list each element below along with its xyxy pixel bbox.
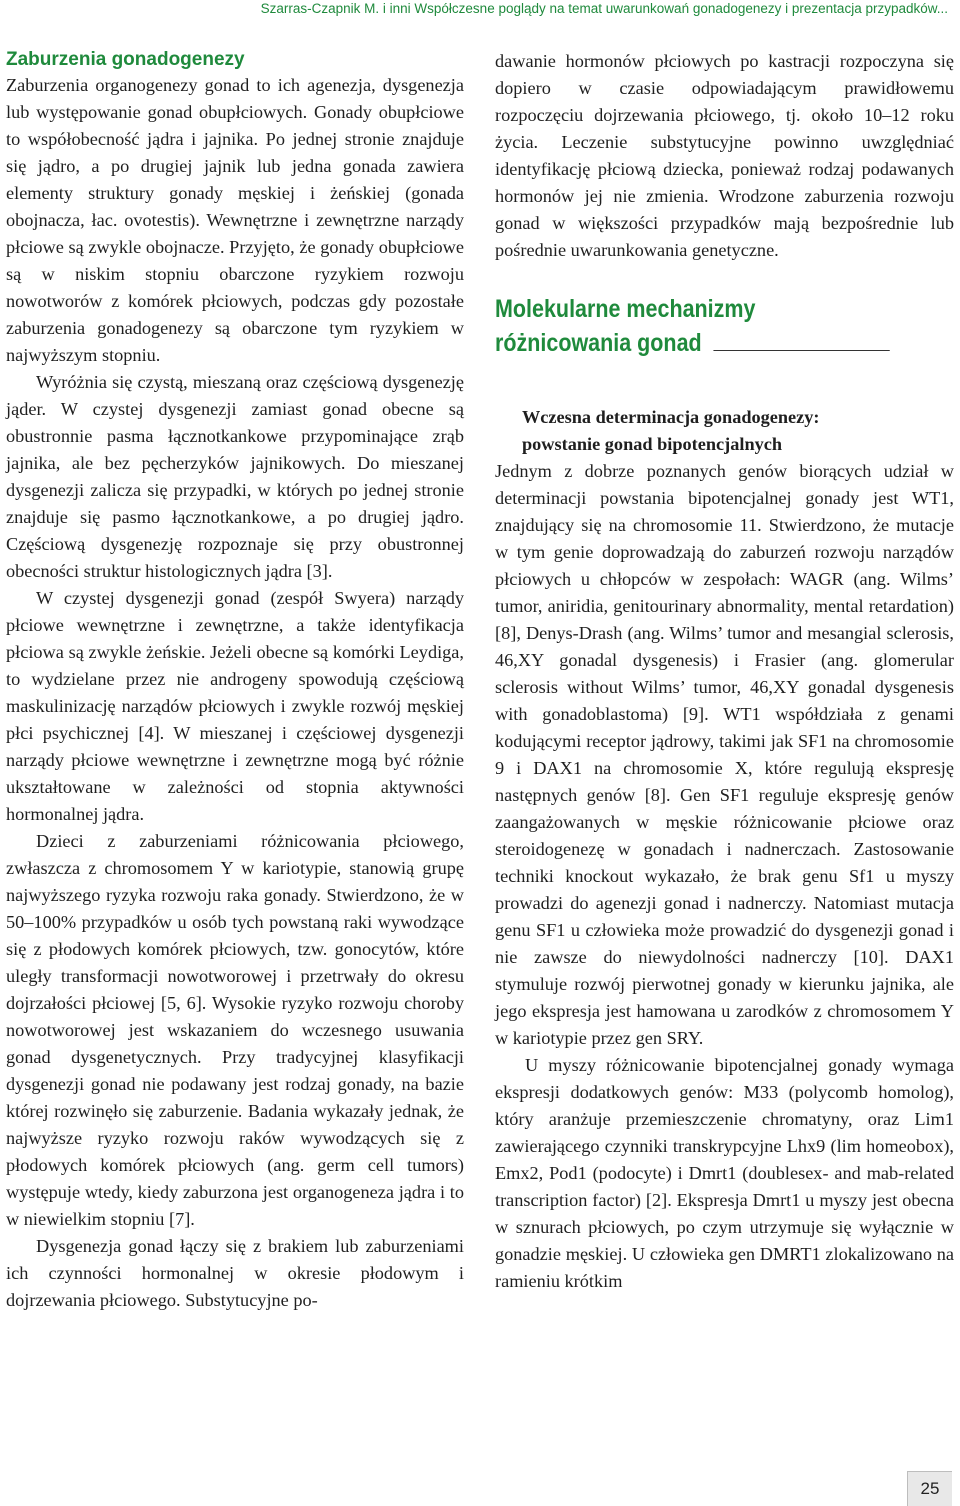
section-title-line-2-wrap: [495, 326, 890, 360]
left-paragraph-5: Dysgenezja gonad łączy się z brakiem lub zaburzeniami ich czynności hormonalnej w okresie płodowym i dojrzewania płciowego. Substytucyjne po-: [6, 1236, 464, 1310]
left-paragraph-1: Zaburzenia organogenezy gonad to ich agenezja, dysgenezja lub występowanie gonad obupłciowych. Gonady obupłciowe to współobecność jądra i jajnika. Po jednej stronie znajduje się jądro, a po drugiej jajnik lub jedna gonada zawiera elementy struktury gonady męskiej i żeńskiej (gonada obojnacza, łac. ovotestis). Wewnętrzne i zewnętrzne narządy płciowe są zwykle obojnacze. Przyjęto, że gonady obupłciowe są w niskim stopniu obarczone ryzykiem rozwoju nowotworów z komórek płciowych, podczas gdy pozostałe zaburzenia gonadogenezy są obarczone tym ryzykiem w najwyższym stopniu.: [6, 75, 464, 365]
right-paragraph-2: U myszy różnicowanie bipotencjalnej gonady wymaga ekspresji dodatkowych genów: M33 (polycomb homolog), który aranżuje przemieszczenie chromatyny, oraz Lim1 zawierającego czynniki transkrypcyjne Lhx9 (lim homeobox), Emx2, Pod1 (podocyte) i Dmrt1 (doublesex- and mab-related transcription factor) [2]. Ekspresja Dmrt1 u myszy jest obecna w sznurach płciowych, po czym utrzymuje się wyłącznie w gonadzie męskiej. U człowieka gen DMRT1 zlokalizowano na ramieniu krótkim: [495, 1055, 954, 1291]
section-title-molecular-mechanisms: [495, 292, 890, 360]
left-column: [6, 48, 464, 1314]
title-rule: [714, 350, 890, 351]
section-title-gonadogenesis-disorders: Zaburzenia gonadogenezy: [6, 49, 245, 70]
right-continuation-paragraph: dawanie hormonów płciowych po kastracji rozpoczyna się dopiero w czasie odpowiadającym prawidłowemu rozpoczęciu dojrzewania płciowego, tj. około 10–12 roku życia. Leczenie substytucyjne powinno uwzględniać identyfikację płciową dziecka, ponieważ rodzaj podawanych hormonów jej nie zmienia. Wrodzone zaburzenia rozwoju gonad w większości przypadków mają bezpośrednie lub pośrednie uwarunkowania genetyczne.: [495, 51, 954, 260]
running-head: Szarras-Czapnik M. i inni Współczesne poglądy na temat uwarunkowań gonadogenezy i prezentacja przypadków...: [260, 1, 948, 16]
subheading-line-2: powstanie gonad bipotencjalnych: [522, 434, 783, 454]
right-column: [495, 48, 954, 1295]
left-paragraph-2: Wyróżnia się czystą, mieszaną oraz częściową dysgenezję jąder. W czystej dysgenezji zamiast gonad obecne są obustronnie pasma łącznotkankowe przypominające zrąb jajnika, ale bez pęcherzyków jajnikowych. Do mieszanej dysgenezji zalicza się przypadki, w których po jednej stronie znajduje się pasmo łącznotkankowe, a po drugiej jądro. Częściową dysgenezję rozpoznaje się przy obustronnej obecności struktur histologicznych jądra [3].: [6, 372, 464, 581]
right-paragraph-1: Jednym z dobrze poznanych genów biorących udział w determinacji powstania bipotencjalnej gonady jest WT1, znajdujący się na chromosomie 11. Stwierdzono, że mutacje w tym genie doprowadzają do zaburzeń rozwoju narządów płciowych u chłopców w zespołach: WAGR (ang. Wilms’ tumor, aniridia, genitourinary abnormality, mental retardation) [8], Denys-Drash (ang. Wilms’ tumor and mesangial sclerosis, 46,XY gonadal dysgenesis) i Frasier (ang. glomerular sclerosis without Wilms’ tumor, 46,XY gonadal dysgenesis with gonadoblastoma) [9]. WT1 współdziała z genami kodującymi receptor jądrowy, takimi jak SF1 na chromosomie 9 i DAX1 na chromosomie X, które regulują ekspresję następnych genów [8]. Gen SF1 reguluje ekspresję genów zaangażowanych w męskie różnicowanie płciowe oraz steroidogenezę w gonadach i nadnerczach. Zastosowanie techniki knockout wykazało, że brak genu Sf1 u myszy prowadzi do agenezji gonad i nadnerczy. Natomiast mutacja genu SF1 u człowieka może prowadzić do dysgenezji gonad i nie zawsze do niewydolności nadnerczy [10]. DAX1 stymuluje rozwój pierwotnej gonady w kierunku jajnika, ale jego ekspresja jest hamowana u zarodków z chromosomem Y w kariotypie przez gen SRY.: [495, 461, 954, 1048]
page-number: 25: [907, 1471, 952, 1506]
section-title-line-1: Molekularne mechanizmy: [495, 295, 756, 323]
subheading-early-determination: [522, 404, 954, 458]
section-title-line-2: różnicowania gonad: [495, 329, 702, 357]
left-paragraph-3: W czystej dysgenezji gonad (zespół Swyera) narządy płciowe wewnętrzne i zewnętrzne, a także identyfikacja płciowa są zwykle żeńskie. Jeżeli obecne są komórki Leydiga, to wydzielane przez nie androgeny spowodują częściową maskulinizację narządów płciowych i zwykle rozwój męskiej płci psychicznej [4]. W mieszanej i częściowej dysgenezji narządy płciowe wewnętrzne i zewnętrzne mogą być różnie ukształtowane w zależności od stopnia aktywności hormonalnej jądra.: [6, 588, 464, 824]
subheading-line-1: Wczesna determinacja gonadogenezy:: [522, 407, 820, 427]
left-paragraph-4: Dzieci z zaburzeniami różnicowania płciowego, zwłaszcza z chromosomem Y w kariotypie, stanowią grupę najwyższego ryzyka rozwoju raka gonady. Stwierdzono, że w 50–100% przypadków u osób tych powstaną raki wywodzące się z płodowych komórek płciowych, tzw. gonocytów, które uległy transformacji nowotworowej i przetrwały do okresu dojrzałości płciowej [5, 6]. Wysokie ryzyko rozwoju choroby nowotworowej jest wskazaniem do wczesnego usuwania gonad dysgenetycznych. Przy tradycyjnej klasyfikacji dysgenezji gonad nie podawany jest rodzaj gonady, na bazie której rozwinęło się zaburzenie. Badania wykazały jednak, że najwyższe ryzyko rozwoju raków wywodzących się z płodowych komórek płciowych (ang. germ cell tumors) występuje wtedy, kiedy zaburzona jest organogeneza jądra i to w niewielkim stopniu [7].: [6, 831, 464, 1229]
